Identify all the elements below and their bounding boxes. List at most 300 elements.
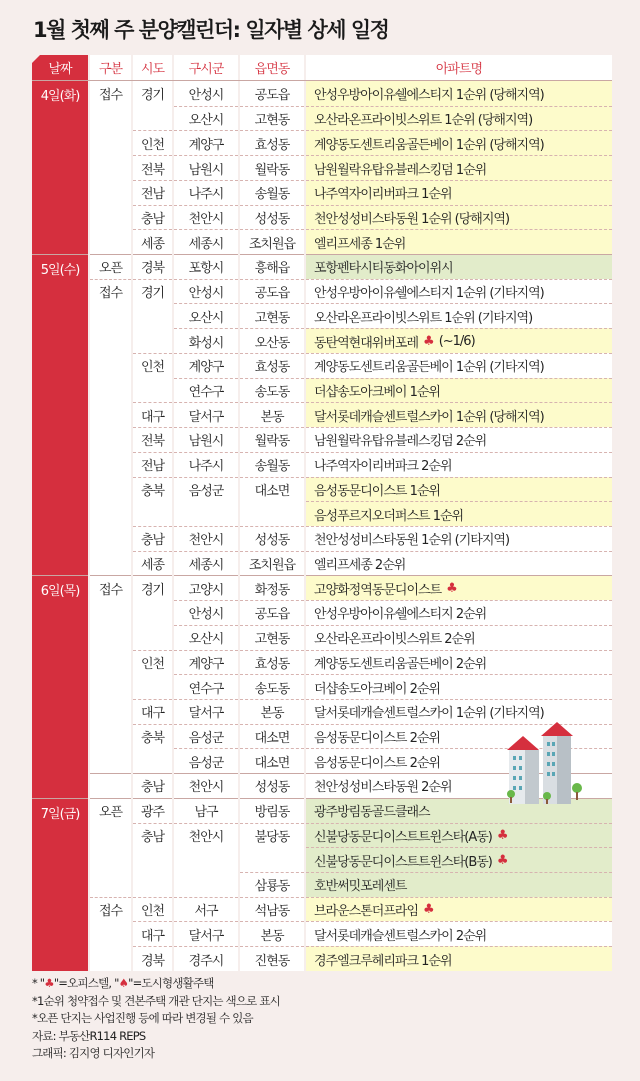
apartment-suffix: (~1/6) xyxy=(438,333,475,349)
type-cell xyxy=(90,823,131,848)
sido-text: 광주 xyxy=(140,805,165,821)
sigungu-cell xyxy=(174,946,238,971)
sido-cell xyxy=(133,724,172,749)
type-text: 접수 xyxy=(98,904,123,920)
sido-text: 경기 xyxy=(140,286,165,302)
sido-cell xyxy=(133,872,172,897)
table-row xyxy=(32,526,612,551)
sido-cell xyxy=(133,699,172,724)
apartment-cell xyxy=(306,155,612,180)
sido-text: 충남 xyxy=(140,533,165,549)
apartment-cell xyxy=(306,402,612,427)
sido-cell xyxy=(133,823,172,848)
table-row xyxy=(32,600,612,625)
apartment-text: 계양동도센트리움골든베이 2순위 xyxy=(314,656,487,672)
sido-cell xyxy=(133,847,172,872)
dong-text: 공도읍 xyxy=(254,607,290,623)
apartment-text: 음성동문디이스트 2순위 xyxy=(314,755,440,771)
dong-text: 월락동 xyxy=(254,162,290,178)
sigungu-cell xyxy=(174,402,238,427)
note-highlight: *1순위 청약접수 및 견본주택 개관 단지는 색으로 표시 xyxy=(32,993,280,1008)
dong-cell xyxy=(240,946,304,971)
apartment-text: 계양동도센트리움골든베이 1순위 (기타지역) xyxy=(314,360,544,376)
apartment-text: 오산라온프라이빗스위트 2순위 xyxy=(314,632,475,648)
sido-cell xyxy=(133,130,172,155)
dong-cell xyxy=(240,353,304,378)
apartment-cell xyxy=(306,106,612,131)
type-text: 접수 xyxy=(98,286,123,302)
sigungu-cell xyxy=(174,872,238,897)
dong-cell xyxy=(240,155,304,180)
sido-text: 전북 xyxy=(140,434,165,450)
officetel-icon: ♣ xyxy=(44,976,54,990)
sigungu-cell xyxy=(174,229,238,254)
table-row xyxy=(32,625,612,650)
sigungu-text: 안성시 xyxy=(188,286,224,302)
sigungu-cell xyxy=(174,526,238,551)
type-cell xyxy=(90,946,131,971)
sido-cell xyxy=(133,551,172,576)
sigungu-text: 음성군 xyxy=(188,731,224,747)
sido-cell xyxy=(133,452,172,477)
sigungu-cell xyxy=(174,600,238,625)
table-row xyxy=(32,427,612,452)
sigungu-text: 오산시 xyxy=(188,310,224,326)
sido-cell xyxy=(133,674,172,699)
dong-cell xyxy=(240,625,304,650)
dong-text: 송도동 xyxy=(254,384,290,400)
dong-cell xyxy=(240,526,304,551)
sigungu-cell xyxy=(174,205,238,230)
legend-note: * "♣"=오피스텔, "♠"=도시형생활주택 xyxy=(32,976,214,990)
type-cell xyxy=(90,575,131,600)
date-cell xyxy=(32,452,88,477)
type-cell xyxy=(90,600,131,625)
date-cell xyxy=(32,921,88,946)
table-row xyxy=(32,501,612,526)
dong-text: 고현동 xyxy=(254,632,290,648)
sido-cell xyxy=(133,575,172,600)
dong-cell xyxy=(240,897,304,922)
type-text: 접수 xyxy=(98,582,123,598)
dong-cell xyxy=(240,501,304,526)
table-body xyxy=(32,81,612,971)
dong-text: 공도읍 xyxy=(254,87,290,103)
officetel-icon: ♣ xyxy=(496,852,508,868)
sido-cell xyxy=(133,180,172,205)
apartment-text: 천안성성비스타동원 1순위 (당해지역) xyxy=(314,211,510,227)
type-cell xyxy=(90,477,131,502)
apartment-text: 음성푸르지오더퍼스트 1순위 xyxy=(314,508,464,524)
sigungu-cell xyxy=(174,353,238,378)
sigungu-cell xyxy=(174,501,238,526)
apartment-cell xyxy=(306,946,612,971)
sido-cell xyxy=(133,921,172,946)
graphic-credit: 그래픽: 김지영 디자인기자 xyxy=(32,1046,155,1060)
sido-cell xyxy=(133,798,172,823)
sigungu-text: 달서구 xyxy=(188,928,224,944)
sido-cell xyxy=(133,600,172,625)
sigungu-cell xyxy=(174,378,238,403)
apartment-cell xyxy=(306,625,612,650)
apartment-text: 계양동도센트리움골든베이 1순위 (당해지역) xyxy=(314,137,544,153)
dong-text: 화정동 xyxy=(254,582,290,598)
type-cell xyxy=(90,551,131,576)
table-row xyxy=(32,353,612,378)
sido-cell xyxy=(133,328,172,353)
schedule-table xyxy=(32,55,612,971)
dong-cell xyxy=(240,229,304,254)
apartment-text: 더샵송도아크베이 1순위 xyxy=(314,384,440,400)
sido-cell xyxy=(133,279,172,304)
sido-cell xyxy=(133,501,172,526)
sigungu-cell xyxy=(174,303,238,328)
type-text: 접수 xyxy=(98,87,123,103)
dong-cell xyxy=(240,303,304,328)
sigungu-text: 포항시 xyxy=(188,261,224,277)
dong-cell xyxy=(240,650,304,675)
dong-text: 월락동 xyxy=(254,434,290,450)
table-row xyxy=(32,650,612,675)
sido-cell xyxy=(133,897,172,922)
date-cell xyxy=(32,501,88,526)
sigungu-cell xyxy=(174,823,238,848)
apartment-cell xyxy=(306,452,612,477)
table-row xyxy=(32,699,612,724)
sido-text: 경기 xyxy=(140,87,165,103)
sigungu-text: 서구 xyxy=(194,904,218,920)
dong-text: 흥해읍 xyxy=(254,261,290,277)
apartment-cell xyxy=(306,551,612,576)
note-open: *오픈 단지는 사업진행 등에 따라 변경될 수 있음 xyxy=(32,1011,253,1025)
type-cell xyxy=(90,897,131,922)
apartment-text: 달서롯데캐슬센트럴스카이 1순위 (기타지역) xyxy=(314,706,544,722)
date-cell xyxy=(32,378,88,403)
dong-text: 조치원읍 xyxy=(248,558,296,574)
table-row xyxy=(32,130,612,155)
type-cell xyxy=(90,724,131,749)
sigungu-cell xyxy=(174,254,238,279)
table-row xyxy=(32,155,612,180)
apartment-cell xyxy=(306,872,612,897)
sigungu-text: 달서구 xyxy=(188,706,224,722)
date-text: 7일(금) xyxy=(40,806,80,822)
table-row xyxy=(32,872,612,897)
dong-text: 효성동 xyxy=(254,137,290,153)
type-cell xyxy=(90,130,131,155)
officetel-icon: ♣ xyxy=(496,827,508,843)
sigungu-text: 나주시 xyxy=(188,187,224,203)
sigungu-text: 계양구 xyxy=(188,137,224,153)
dong-cell xyxy=(240,773,304,798)
table-row xyxy=(32,897,612,922)
apartment-text: 음성동문디이스트 2순위 xyxy=(314,731,440,747)
sido-cell xyxy=(133,773,172,798)
sigungu-cell xyxy=(174,130,238,155)
header-dong: 읍면동 xyxy=(240,55,304,80)
apartment-text: 고양화정역동문디이스트 xyxy=(314,582,442,598)
table-row xyxy=(32,823,612,848)
sigungu-text: 안성시 xyxy=(188,87,224,103)
table-row xyxy=(32,81,612,106)
table-row xyxy=(32,946,612,971)
apartment-cell xyxy=(306,823,612,848)
sigungu-cell xyxy=(174,81,238,106)
sido-cell xyxy=(133,81,172,106)
type-cell xyxy=(90,353,131,378)
table-row xyxy=(32,279,612,304)
sigungu-text: 오산시 xyxy=(188,632,224,648)
sigungu-cell xyxy=(174,650,238,675)
apartment-text: 광주방림동골드클래스 xyxy=(314,805,430,821)
apartment-cell xyxy=(306,254,612,279)
type-cell xyxy=(90,254,131,279)
sigungu-text: 세종시 xyxy=(188,236,224,252)
date-cell xyxy=(32,328,88,353)
sigungu-text: 음성군 xyxy=(188,755,224,771)
dong-text: 삼룡동 xyxy=(254,879,290,895)
dong-cell xyxy=(240,674,304,699)
sido-cell xyxy=(133,254,172,279)
sigungu-text: 천안시 xyxy=(188,829,224,845)
apartment-building-illustration xyxy=(505,722,595,804)
type-cell xyxy=(90,650,131,675)
sido-cell xyxy=(133,378,172,403)
sigungu-cell xyxy=(174,106,238,131)
dong-cell xyxy=(240,575,304,600)
sigungu-text: 고양시 xyxy=(188,582,224,598)
sigungu-text: 계양구 xyxy=(188,656,224,672)
apartment-text: 브라운스톤더프라임 xyxy=(314,904,419,920)
apartment-text: 호반써밋포레센트 xyxy=(314,879,407,895)
table-row xyxy=(32,180,612,205)
apartment-cell xyxy=(306,303,612,328)
date-text: 5일(수) xyxy=(40,263,80,279)
source: 자료: 부동산R114 REPS xyxy=(32,1028,146,1043)
dong-text: 대소면 xyxy=(254,731,290,747)
sigungu-cell xyxy=(174,897,238,922)
dong-cell xyxy=(240,402,304,427)
type-cell xyxy=(90,81,131,106)
type-cell xyxy=(90,773,131,798)
dong-text: 방림동 xyxy=(254,805,290,821)
sigungu-cell xyxy=(174,155,238,180)
table-row xyxy=(32,477,612,502)
date-cell xyxy=(32,155,88,180)
type-cell xyxy=(90,748,131,773)
table-row xyxy=(32,452,612,477)
apartment-text: 천안성성비스타동원 2순위 xyxy=(314,780,452,796)
apartment-text: 남원월락유탑유블레스킹덤 1순위 xyxy=(314,162,487,178)
sido-cell xyxy=(133,427,172,452)
sigungu-text: 나주시 xyxy=(188,459,224,475)
sido-cell xyxy=(133,748,172,773)
dong-cell xyxy=(240,452,304,477)
apartment-cell xyxy=(306,897,612,922)
dong-text: 송도동 xyxy=(254,681,290,697)
date-cell xyxy=(32,229,88,254)
apartment-cell xyxy=(306,353,612,378)
date-cell xyxy=(32,872,88,897)
apartment-cell xyxy=(306,501,612,526)
type-text: 오픈 xyxy=(98,261,123,277)
sigungu-text: 천안시 xyxy=(188,780,224,796)
dong-text: 효성동 xyxy=(254,360,290,376)
date-text: 6일(목) xyxy=(40,584,80,600)
sigungu-cell xyxy=(174,773,238,798)
apartment-cell xyxy=(306,81,612,106)
sido-text: 인천 xyxy=(140,656,165,672)
dong-text: 송월동 xyxy=(254,187,290,203)
dong-text: 본동 xyxy=(260,706,284,722)
sido-text: 인천 xyxy=(140,360,165,376)
apartment-cell xyxy=(306,600,612,625)
sigungu-cell xyxy=(174,279,238,304)
apartment-cell xyxy=(306,699,612,724)
dong-text: 본동 xyxy=(260,409,284,425)
type-cell xyxy=(90,303,131,328)
sigungu-cell xyxy=(174,452,238,477)
dong-text: 본동 xyxy=(260,928,284,944)
sido-text: 대구 xyxy=(140,409,165,425)
type-cell xyxy=(90,328,131,353)
date-cell xyxy=(32,205,88,230)
apartment-text: 음성동문디이스트 1순위 xyxy=(314,483,440,499)
sido-cell xyxy=(133,477,172,502)
apartment-cell xyxy=(306,847,612,872)
table-row xyxy=(32,106,612,131)
date-cell xyxy=(32,427,88,452)
apartment-text: 엘리프세종 1순위 xyxy=(314,236,406,252)
dong-text: 송월동 xyxy=(254,459,290,475)
sigungu-cell xyxy=(174,724,238,749)
type-cell xyxy=(90,155,131,180)
type-cell xyxy=(90,526,131,551)
header-date: 날짜 xyxy=(32,55,88,80)
table-row xyxy=(32,303,612,328)
urban-housing-icon: ♠ xyxy=(118,976,129,990)
sido-cell xyxy=(133,106,172,131)
sido-text: 경기 xyxy=(140,582,165,598)
sido-cell xyxy=(133,526,172,551)
dong-cell xyxy=(240,106,304,131)
sigungu-cell xyxy=(174,180,238,205)
dong-text: 효성동 xyxy=(254,656,290,672)
date-cell xyxy=(32,625,88,650)
sigungu-cell xyxy=(174,575,238,600)
dong-cell xyxy=(240,205,304,230)
date-cell xyxy=(32,303,88,328)
table-row xyxy=(32,205,612,230)
dong-text: 고현동 xyxy=(254,310,290,326)
apartment-text: 오산라온프라이빗스위트 1순위 (기타지역) xyxy=(314,310,533,326)
apartment-cell xyxy=(306,674,612,699)
dong-cell xyxy=(240,427,304,452)
apartment-cell xyxy=(306,229,612,254)
date-cell xyxy=(32,477,88,502)
dong-cell xyxy=(240,724,304,749)
dong-cell xyxy=(240,699,304,724)
page-title: 1월 첫째 주 분양캘린더: 일자별 상세 일정 xyxy=(33,18,389,42)
date-cell xyxy=(32,130,88,155)
dong-text: 진현동 xyxy=(254,953,290,969)
dong-text: 불당동 xyxy=(254,829,290,845)
type-cell xyxy=(90,501,131,526)
sigungu-cell xyxy=(174,427,238,452)
apartment-text: 동탄역현대위버포레 xyxy=(314,335,419,351)
header-apartment: 아파트명 xyxy=(306,55,612,80)
dong-text: 조치원읍 xyxy=(248,236,296,252)
type-cell xyxy=(90,205,131,230)
date-cell xyxy=(32,897,88,922)
apartment-cell xyxy=(306,378,612,403)
date-cell xyxy=(32,551,88,576)
sigungu-cell xyxy=(174,477,238,502)
sigungu-cell xyxy=(174,847,238,872)
dong-cell xyxy=(240,130,304,155)
sido-cell xyxy=(133,625,172,650)
dong-cell xyxy=(240,748,304,773)
type-text: 오픈 xyxy=(98,805,123,821)
sigungu-cell xyxy=(174,798,238,823)
dong-cell xyxy=(240,847,304,872)
officetel-icon: ♣ xyxy=(423,902,434,918)
apartment-cell xyxy=(306,477,612,502)
sido-cell xyxy=(133,946,172,971)
dong-cell xyxy=(240,823,304,848)
apartment-cell xyxy=(306,526,612,551)
date-cell xyxy=(32,279,88,304)
apartment-cell xyxy=(306,328,612,353)
sido-text: 전남 xyxy=(140,187,165,203)
header-sigungu: 구시군 xyxy=(174,55,238,80)
sido-text: 충남 xyxy=(140,211,165,227)
apartment-cell xyxy=(306,130,612,155)
date-cell xyxy=(32,847,88,872)
sigungu-text: 천안시 xyxy=(188,533,224,549)
sido-text: 전남 xyxy=(140,459,165,475)
header-type: 구분 xyxy=(90,55,131,80)
sido-text: 세종 xyxy=(140,558,165,574)
apartment-text: 안성우방아이유쉘에스티지 2순위 xyxy=(314,607,487,623)
date-cell xyxy=(32,402,88,427)
dong-cell xyxy=(240,378,304,403)
dong-text: 성성동 xyxy=(254,780,290,796)
type-cell xyxy=(90,452,131,477)
sigungu-cell xyxy=(174,625,238,650)
apartment-text: 천안성성비스타동원 1순위 (기타지역) xyxy=(314,533,510,549)
sigungu-cell xyxy=(174,921,238,946)
sigungu-text: 음성군 xyxy=(188,483,224,499)
sido-text: 인천 xyxy=(140,904,165,920)
apartment-text: 나주역자이리버파크 1순위 xyxy=(314,187,452,203)
type-cell xyxy=(90,229,131,254)
table-row xyxy=(32,551,612,576)
sigungu-cell xyxy=(174,551,238,576)
sido-text: 세종 xyxy=(140,236,165,252)
type-cell xyxy=(90,402,131,427)
sigungu-text: 오산시 xyxy=(188,113,224,129)
table-header xyxy=(32,55,612,81)
table-row xyxy=(32,328,612,353)
dong-text: 성성동 xyxy=(254,211,290,227)
date-cell xyxy=(32,81,88,106)
sigungu-text: 남원시 xyxy=(188,434,224,450)
sido-cell xyxy=(133,353,172,378)
date-cell xyxy=(32,773,88,798)
sido-cell xyxy=(133,650,172,675)
sido-text: 인천 xyxy=(140,137,165,153)
